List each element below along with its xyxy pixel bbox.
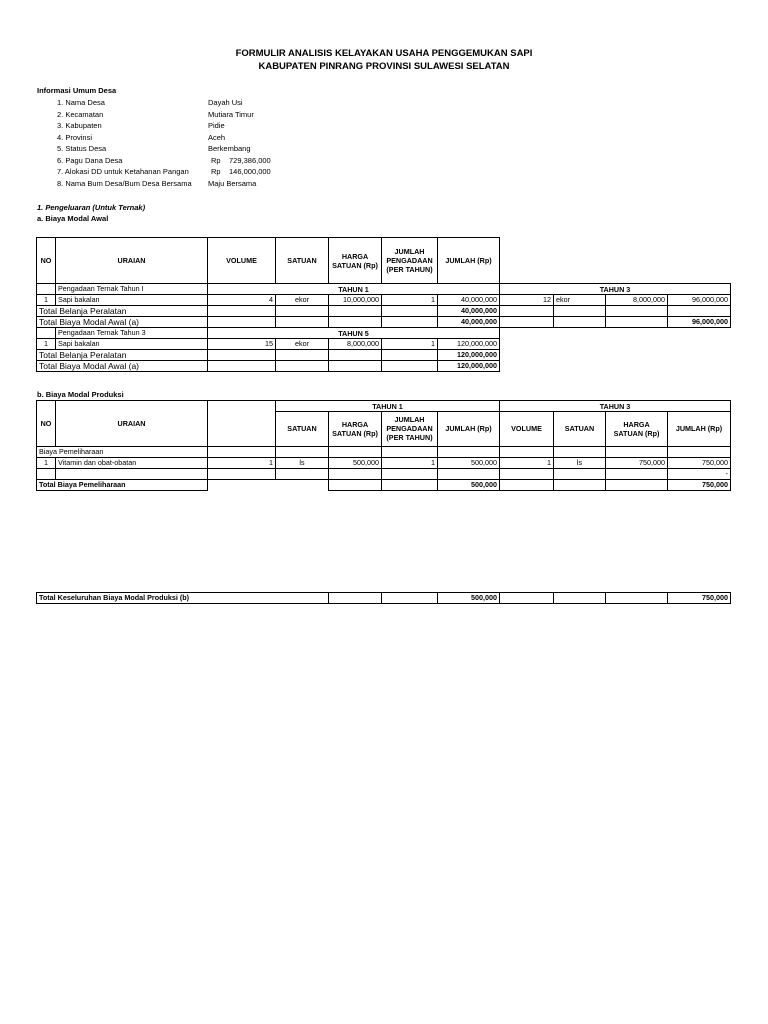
header-jumlah: JUMLAH (Rp) (438, 412, 500, 447)
header-t3-volume: VOLUME (500, 412, 554, 447)
cell-no: 1 (37, 457, 56, 468)
cell-satuan: ekor (276, 339, 329, 350)
total-peralatan-value: 40,000,000 (438, 306, 500, 317)
total-pemeliharaan-value-t3: 750,000 (668, 479, 731, 490)
info-value: Aceh (208, 132, 226, 142)
total-modal-value: 40,000,000 (438, 317, 500, 328)
info-label: 7. Alokasi DD untuk Ketahanan Pangan (57, 167, 189, 176)
info-row (0, 143, 400, 155)
year-label-tahun5: TAHUN 5 (208, 328, 500, 339)
header-t3-harga: HARGA SATUAN (Rp) (606, 412, 668, 447)
header-no: NO (37, 401, 56, 447)
total-modal-label: Total Biaya Modal Awal (a) (37, 361, 208, 372)
section-b-title: b. Biaya Modal Produksi (37, 390, 124, 399)
cell-t3-jumlah: 750,000 (668, 457, 731, 468)
year-label-tahun1: TAHUN 1 (208, 284, 500, 295)
year-label-tahun3: TAHUN 3 (500, 401, 731, 412)
info-row (0, 178, 400, 190)
info-label: 6. Pagu Dana Desa (57, 155, 123, 165)
info-row (0, 109, 400, 121)
group-label-pemeliharaan: Biaya Pemeliharaan (37, 446, 208, 457)
table-row (37, 295, 731, 306)
info-label: 8. Nama Bum Desa/Bum Desa Bersama (57, 178, 192, 188)
header-harga-satuan: HARGA SATUAN (Rp) (329, 412, 382, 447)
total-row (37, 317, 731, 328)
cell-volume: 4 (208, 295, 276, 306)
info-row (0, 120, 400, 132)
total-row (37, 350, 731, 361)
section-title: 1. Pengeluaran (Untuk Ternak) (37, 203, 146, 212)
table-grand-total (36, 592, 731, 604)
total-row (37, 479, 731, 490)
cell-pengadaan: 1 (382, 339, 438, 350)
total-modal-value: 120,000,000 (438, 361, 500, 372)
cell-uraian: Sapi bakalan (56, 295, 208, 306)
header-volume: VOLUME (208, 238, 276, 284)
cell-no: 1 (37, 295, 56, 306)
header-satuan: SATUAN (276, 238, 329, 284)
grand-total-label: Total Keseluruhan Biaya Modal Produksi (b) (37, 593, 329, 604)
cell-jumlah: 40,000,000 (438, 295, 500, 306)
cell-pengadaan: 1 (382, 457, 438, 468)
cell-volume: 15 (208, 339, 276, 350)
info-value: Dayah Usi (208, 98, 243, 107)
group-label-tahun1: Pengadaan Ternak Tahun I (56, 284, 208, 295)
header-uraian: URAIAN (56, 238, 208, 284)
header-jumlah-pengadaan: JUMLAH PENGADAAN (PER TAHUN) (382, 238, 438, 284)
cell-t3-harga: 750,000 (606, 457, 668, 468)
cell-t3-jumlah: 96,000,000 (668, 295, 731, 306)
header-satuan: SATUAN (276, 412, 329, 447)
info-row (0, 155, 400, 167)
info-value: 146,000,000 (229, 167, 271, 176)
total-peralatan-label: Total Belanja Peralatan (37, 350, 208, 361)
cell-jumlah: 500,000 (438, 457, 500, 468)
total-peralatan-value: 120,000,000 (438, 350, 500, 361)
header-t3-satuan: SATUAN (554, 412, 606, 447)
total-row (37, 306, 731, 317)
info-label: 1. Nama Desa (57, 98, 105, 107)
table-row (37, 457, 731, 468)
info-label: 3. Kabupaten (57, 121, 102, 130)
info-row (0, 132, 400, 144)
table-row (37, 468, 731, 479)
cell-harga: 10,000,000 (329, 295, 382, 306)
info-heading: Informasi Umum Desa (37, 86, 117, 95)
header-jumlah: JUMLAH (Rp) (438, 238, 500, 284)
total-modal-value-t3: 96,000,000 (668, 317, 731, 328)
cell-harga: 500,000 (329, 457, 382, 468)
info-label: 2. Kecamatan (57, 109, 104, 119)
cell-uraian: Sapi bakalan (56, 339, 208, 350)
cell-satuan: ekor (276, 295, 329, 306)
info-value: Mutiara Timur (208, 109, 254, 119)
info-value: Maju Bersama (208, 178, 257, 188)
total-pemeliharaan-value: 500,000 (438, 479, 500, 490)
document-title-line2: KABUPATEN PINRANG PROVINSI SULAWESI SELATAN (258, 61, 510, 72)
header-no: NO (37, 238, 56, 284)
total-row (37, 593, 731, 604)
info-row (0, 166, 400, 178)
cell-volume: 1 (208, 457, 276, 468)
cell-pengadaan: 1 (382, 295, 438, 306)
cell-harga: 8,000,000 (329, 339, 382, 350)
cell-t3-volume: 1 (500, 457, 554, 468)
cell-t3-harga: 8,000,000 (606, 295, 668, 306)
cell-t3-volume: 12 (500, 295, 554, 306)
cell-t3-satuan: ls (554, 457, 606, 468)
document-title-line1: FORMULIR ANALISIS KELAYAKAN USAHA PENGGEMUKAN SAPI (235, 48, 533, 59)
cell-jumlah: 120,000,000 (438, 339, 500, 350)
currency-label: Rp (211, 167, 221, 176)
grand-total-value: 500,000 (438, 593, 500, 604)
info-value: Berkembang (208, 144, 251, 153)
cell-dash: - (668, 468, 731, 479)
group-label-tahun3: Pengadaan Ternak Tahun 3 (56, 328, 208, 339)
header-jumlah-pengadaan: JUMLAH PENGADAAN (PER TAHUN) (382, 412, 438, 447)
table-biaya-modal-produksi (36, 400, 731, 491)
total-row (37, 361, 731, 372)
total-pemeliharaan-label: Total Biaya Pemeliharaan (37, 479, 208, 490)
info-label: 4. Provinsi (57, 132, 93, 142)
grand-total-value-t3: 750,000 (668, 593, 731, 604)
section-a-title: a. Biaya Modal Awal (37, 214, 109, 223)
table-row (37, 339, 731, 350)
cell-no: 1 (37, 339, 56, 350)
info-value: 729,386,000 (229, 155, 271, 165)
cell-t3-satuan: ekor (554, 295, 606, 306)
info-row (0, 97, 400, 109)
year-label-tahun3: TAHUN 3 (500, 284, 731, 295)
header-harga-satuan: HARGA SATUAN (Rp) (329, 238, 382, 284)
total-peralatan-label: Total Belanja Peralatan (37, 306, 208, 317)
info-label: 5. Status Desa (57, 144, 107, 153)
header-t3-jumlah: JUMLAH (Rp) (668, 412, 731, 447)
header-uraian: URAIAN (56, 401, 208, 447)
table-biaya-modal-awal (36, 237, 731, 372)
cell-uraian: Vitamin dan obat-obatan (56, 457, 208, 468)
cell-satuan: ls (276, 457, 329, 468)
total-modal-label: Total Biaya Modal Awal (a) (37, 317, 208, 328)
year-label-tahun1: TAHUN 1 (276, 401, 500, 412)
info-value: Pidie (208, 121, 225, 130)
currency-label: Rp (211, 155, 221, 165)
